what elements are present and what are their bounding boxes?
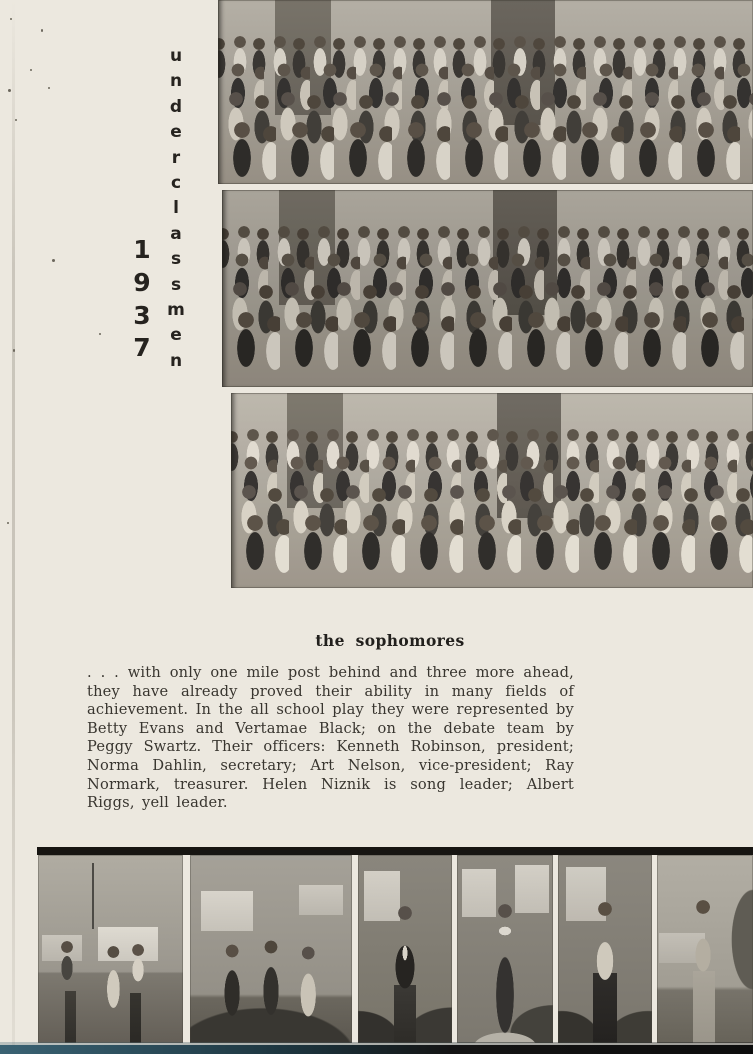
dust-speck (52, 259, 55, 262)
dust-speck (8, 89, 11, 92)
snapshot-photo-5 (558, 855, 652, 1043)
section-paragraph: . . . with only one mile post behind and three more ahead, they have already proved their ability in many fields of achievement. In the all school play they were represented by Betty Evans and Vertamae Black; on the debate team by Peggy Swartz. Their officers: Kenneth Robinson, president; Norma Dahlin, secretary; Art Nelson, vice-president; Ray Normark, treasurer. Helen Niznik is song leader; Albert Riggs, yell leader. (87, 664, 574, 812)
section-heading: the sophomores (315, 631, 465, 650)
dust-speck (41, 29, 43, 32)
binding-edge (0, 1045, 753, 1054)
dust-speck (99, 333, 101, 335)
title-letter: e (170, 325, 182, 346)
title-letter: n (169, 71, 183, 92)
vertical-title-underclassmen (162, 44, 190, 374)
dust-speck (48, 87, 50, 89)
year-digit: 1 (133, 235, 151, 264)
title-letter: r (171, 147, 181, 168)
dust-speck (15, 119, 17, 121)
dust-speck (7, 522, 9, 524)
title-letter: s (170, 249, 182, 270)
page-crease-line (12, 0, 15, 1054)
title-letter: n (169, 350, 183, 371)
year-digit: 7 (133, 333, 151, 363)
snapshot-strip-top-border (37, 847, 753, 855)
dust-speck (10, 18, 12, 20)
snapshot-photo-3 (358, 855, 452, 1043)
dust-speck (13, 349, 15, 352)
snapshot-photo-4 (457, 855, 553, 1043)
title-letter: a (170, 223, 182, 244)
title-letter: s (170, 274, 182, 295)
dust-speck (30, 69, 32, 71)
title-letter: l (173, 198, 179, 219)
title-letter: u (169, 46, 183, 66)
year-digit: 3 (133, 300, 151, 330)
group-photo-3 (231, 393, 753, 588)
title-letter: m (167, 300, 185, 321)
title-letter: e (170, 122, 182, 143)
group-photo-2 (222, 190, 753, 387)
year-digit: 9 (133, 267, 151, 297)
group-photo-1 (218, 0, 753, 184)
snapshot-photo-1 (38, 855, 183, 1043)
title-letter: d (169, 96, 183, 117)
snapshot-photo-2 (190, 855, 352, 1043)
snapshot-photo-6 (657, 855, 753, 1043)
title-letter: c (170, 173, 182, 194)
vertical-year-1937 (127, 234, 157, 365)
